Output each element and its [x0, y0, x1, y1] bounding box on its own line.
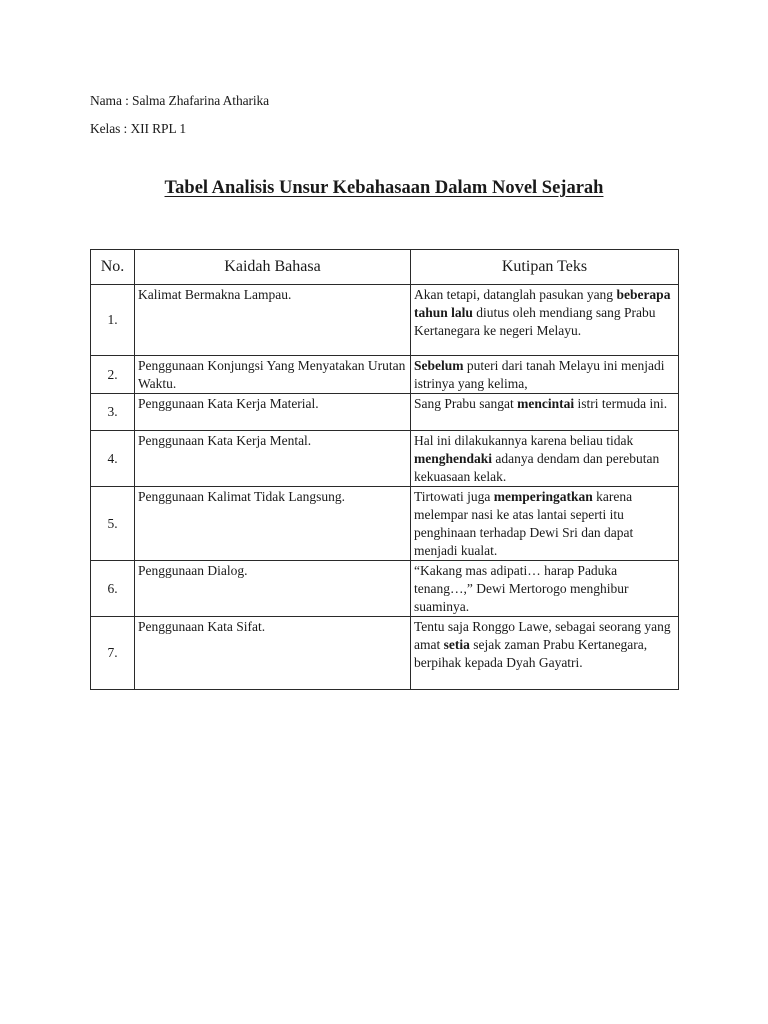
quote-text: Hal ini dilakukannya karena beliau tidak: [414, 433, 634, 448]
row-number: 7.: [91, 617, 135, 690]
row-number: 5.: [91, 487, 135, 561]
row-quote: [411, 617, 679, 690]
quote-keyword: beberapa tahun lalu: [414, 287, 671, 320]
row-number: 2.: [91, 356, 135, 394]
row-rule: Kalimat Bermakna Lampau.: [135, 285, 411, 356]
document-title: Tabel Analisis Unsur Kebahasaan Dalam Novel Sejarah: [164, 178, 604, 198]
quote-text: puteri dari tanah Melayu ini menjadi istrinya yang kelima,: [414, 358, 665, 391]
row-quote: [411, 394, 679, 431]
table-header-row: [91, 250, 679, 285]
table-row: [91, 561, 679, 617]
table-row: [91, 394, 679, 431]
row-quote: [411, 487, 679, 561]
header-quote: Kutipan Teks: [411, 250, 679, 285]
student-name: Nama : Salma Zhafarina Atharika: [90, 93, 270, 108]
table-row: [91, 617, 679, 690]
student-class: Kelas : XII RPL 1: [90, 121, 187, 136]
table-row: [91, 356, 679, 394]
row-number: 6.: [91, 561, 135, 617]
quote-text: istri termuda ini.: [574, 396, 668, 411]
row-number: 1.: [91, 285, 135, 356]
row-rule: Penggunaan Dialog.: [135, 561, 411, 617]
header-no: No.: [91, 250, 135, 285]
table-row: [91, 487, 679, 561]
quote-text: sejak zaman Prabu Kertanegara, berpihak kepada Dyah Gayatri.: [414, 637, 648, 670]
quote-text: Tirtowati juga: [414, 489, 494, 504]
quote-keyword: setia: [443, 637, 470, 652]
row-rule: Penggunaan Kata Sifat.: [135, 617, 411, 690]
row-quote: [411, 561, 679, 617]
quote-text: Akan tetapi, datanglah pasukan yang: [414, 287, 617, 302]
row-rule: Penggunaan Kata Kerja Mental.: [135, 431, 411, 487]
row-quote: [411, 431, 679, 487]
row-quote: [411, 285, 679, 356]
row-number: 3.: [91, 394, 135, 431]
quote-keyword: menghendaki: [414, 451, 493, 466]
quote-text: “Kakang mas adipati… harap Paduka tenang…,” Dewi Mertorogo menghibur suaminya.: [414, 563, 629, 614]
table-body: [91, 285, 679, 690]
quote-text: diutus oleh mendiang sang Prabu Kertanegara ke negeri Melayu.: [414, 305, 656, 338]
quote-keyword: memperingatkan: [493, 489, 593, 504]
row-rule: Penggunaan Kata Kerja Material.: [135, 394, 411, 431]
row-rule: Penggunaan Kalimat Tidak Langsung.: [135, 487, 411, 561]
row-rule: Penggunaan Konjungsi Yang Menyatakan Urutan Waktu.: [135, 356, 411, 394]
table-row: [91, 431, 679, 487]
quote-keyword: mencintai: [517, 396, 575, 411]
row-number: 4.: [91, 431, 135, 487]
quote-text: Tentu saja Ronggo Lawe, sebagai seorang yang amat: [414, 619, 671, 652]
quote-text: karena melempar nasi ke atas lantai seperti itu penghinaan terhadap Dewi Sri dan dapat menjadi kualat.: [414, 489, 634, 558]
quote-text: adanya dendam dan perebutan kekuasaan kelak.: [414, 451, 660, 484]
analysis-table: [90, 249, 679, 690]
quote-text: Sang Prabu sangat: [414, 396, 518, 411]
table-row: [91, 285, 679, 356]
row-quote: [411, 356, 679, 394]
header-rule: Kaidah Bahasa: [135, 250, 411, 285]
quote-keyword: Sebelum: [414, 358, 464, 373]
